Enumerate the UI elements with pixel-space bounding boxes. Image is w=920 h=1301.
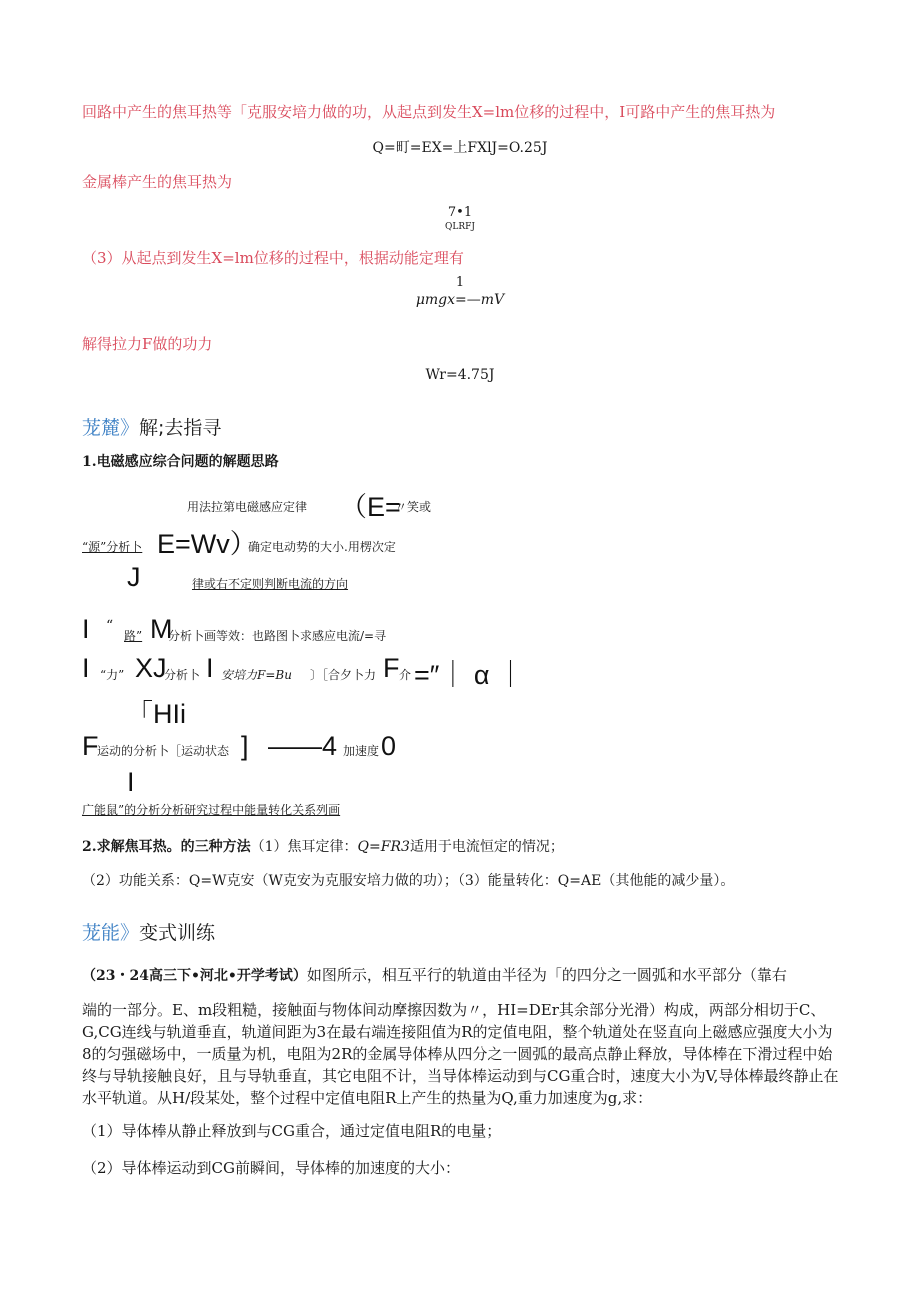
diagram-arrow: ——4 <box>268 731 338 761</box>
diagram-acceleration-formula: =″｜ α ｜ <box>414 660 524 690</box>
section-mark-2: 茏能》 <box>82 922 140 944</box>
diagram-bracket-6: ] <box>241 731 249 761</box>
diagram-bracket-4: I <box>206 653 214 683</box>
diagram-faraday-text: 用法拉第电磁感应定律 <box>187 500 308 514</box>
question-2: （2）导体棒运动到CG前瞬间，导体棒的加速度的大小： <box>82 1159 461 1177</box>
diagram-net-force: 〕［合夕卜力 <box>310 668 377 682</box>
joule-methods-heading: 2.求解焦耳热。的三种方法 <box>82 839 251 855</box>
method-heading: 1.电磁感应综合问题的解题思路 <box>82 454 279 470</box>
diagram-bracket-7: I <box>127 767 135 797</box>
equation-kinetic-fraction: 1 <box>455 275 465 290</box>
diagram-acceleration-label: 加速度 <box>343 744 380 758</box>
joule-methods-line-1 <box>82 836 564 856</box>
diagram-bracket-1: J <box>127 562 141 592</box>
joule-methods-line-2: （2）功能关系：Q=W克安（W克安为克服安培力做的功）；（3）能量转化：Q=AE（其他能的减少量）。 <box>82 873 735 889</box>
section-title-text: 解;去指寻 <box>139 417 222 439</box>
equation-rod-heat-numerator: 7•1 <box>447 205 473 220</box>
solution-line-2: 金属棒产生的焦耳热为 <box>82 173 233 191</box>
equation-kinetic-energy: μmgx=—mV <box>415 292 505 308</box>
section-title-method <box>82 413 221 440</box>
diagram-direction-rule: 律或右不定则判断电流的方向 <box>192 577 349 591</box>
diagram-force-label: “力” <box>100 668 125 682</box>
diagram-force-analysis: 分析卜 <box>164 668 201 682</box>
solution-line-4: 解得拉力F做的功力 <box>82 335 213 353</box>
solution-line-1: 回路中产生的焦耳热等「克服安培力做的功，从起点到发生X=lm位移的过程中，I可路中产生的焦耳热为 <box>82 103 776 121</box>
section-mark: 茏麓》 <box>82 417 140 439</box>
diagram-bracket-3: I <box>82 653 90 683</box>
joule-method-1-condition: 适用于电流恒定的情况； <box>409 839 564 855</box>
diagram-net-force-symbol: F <box>383 653 400 683</box>
section-title-practice <box>82 918 215 945</box>
diagram-bracket-5: 「HIi <box>126 699 186 729</box>
question-1: （1）导体棒从静止释放到与CG重合，通过定值电阻R的电量； <box>82 1122 502 1140</box>
problem-line-1: 如图所示，相互平行的轨道由半径为「的四分之一圆弧和水平部分（靠右 <box>306 966 787 984</box>
equation-joule-heat: Q=町=EX=上FXlJ=O.25J <box>372 140 548 156</box>
problem-source: （23・24高三下•河北•开学考试） <box>82 968 307 984</box>
solution-line-3: （3）从起点到发生X=lm位移的过程中，根据动能定理有 <box>82 249 464 267</box>
diagram-emf-formula: E=Wv） <box>157 529 257 559</box>
diagram-emf-text: 确定电动势的大小.用楞次定 <box>248 540 396 554</box>
section-title-text-2: 变式训练 <box>139 922 216 944</box>
equation-work: Wr=4.75J <box>425 367 495 383</box>
diagram-ampere-force: 安培力F=Bu <box>221 668 292 682</box>
joule-method-1: （1）焦耳定律： <box>250 839 358 855</box>
diagram-force-mark: XJ <box>135 653 167 683</box>
diagram-motion-mark: F <box>82 731 99 761</box>
equation-rod-heat-label: QLRFJ <box>445 222 475 232</box>
diagram-acceleration-zero: 0 <box>381 731 397 761</box>
diagram-net-force-sub: 介 <box>399 668 412 682</box>
diagram-bracket-2: I <box>82 614 90 644</box>
diagram-circuit-label: 路” <box>124 629 143 643</box>
problem-body: 端的一部分。E、m段粗糙，接触面与物体间动摩擦因数为〃，HI=DEr其余部分光滑）构成，两部分相切于C、G,CG连线与轨道垂直，轨道间距为3在最右端连接阻值为R的定值电阻，整个轨道处在竖直向上磁感应强度大小为8的匀强磁场中，一质量为机，电阻为2R的金属导体棒从四分之一圆弧的最高点静止释放，导体棒在下滑过程中始终与导轨接触良好，且与导轨垂直，其它电阻不计，当导体棒运动到与CG重合时，速度大小为V,导体棒最终静止在水平轨道。从H/段某处，整个过程中定值电阻R上产生的热量为Q,重力加速度为g,求： <box>82 1001 839 1107</box>
diagram-energy-analysis: 广能鼠”的分析分析研究过程中能量转化关系列画 <box>82 803 341 817</box>
diagram-motion-analysis: 运动的分析卜［运动状态 <box>97 744 230 758</box>
joule-law-formula: Q=FR3 <box>357 839 410 855</box>
diagram-quote: “ <box>106 618 114 634</box>
diagram-circuit-analysis: 分析卜画等效：也路图卜求感应电流/=寻 <box>168 629 387 643</box>
diagram-faraday-tail: 〃笑或 <box>395 500 432 514</box>
problem-first-line <box>82 964 787 985</box>
diagram-source-analysis: “源”分析卜 <box>82 540 143 554</box>
diagram-faraday-formula: （E= <box>340 492 401 522</box>
diagram-circuit-mark: M <box>150 614 173 644</box>
